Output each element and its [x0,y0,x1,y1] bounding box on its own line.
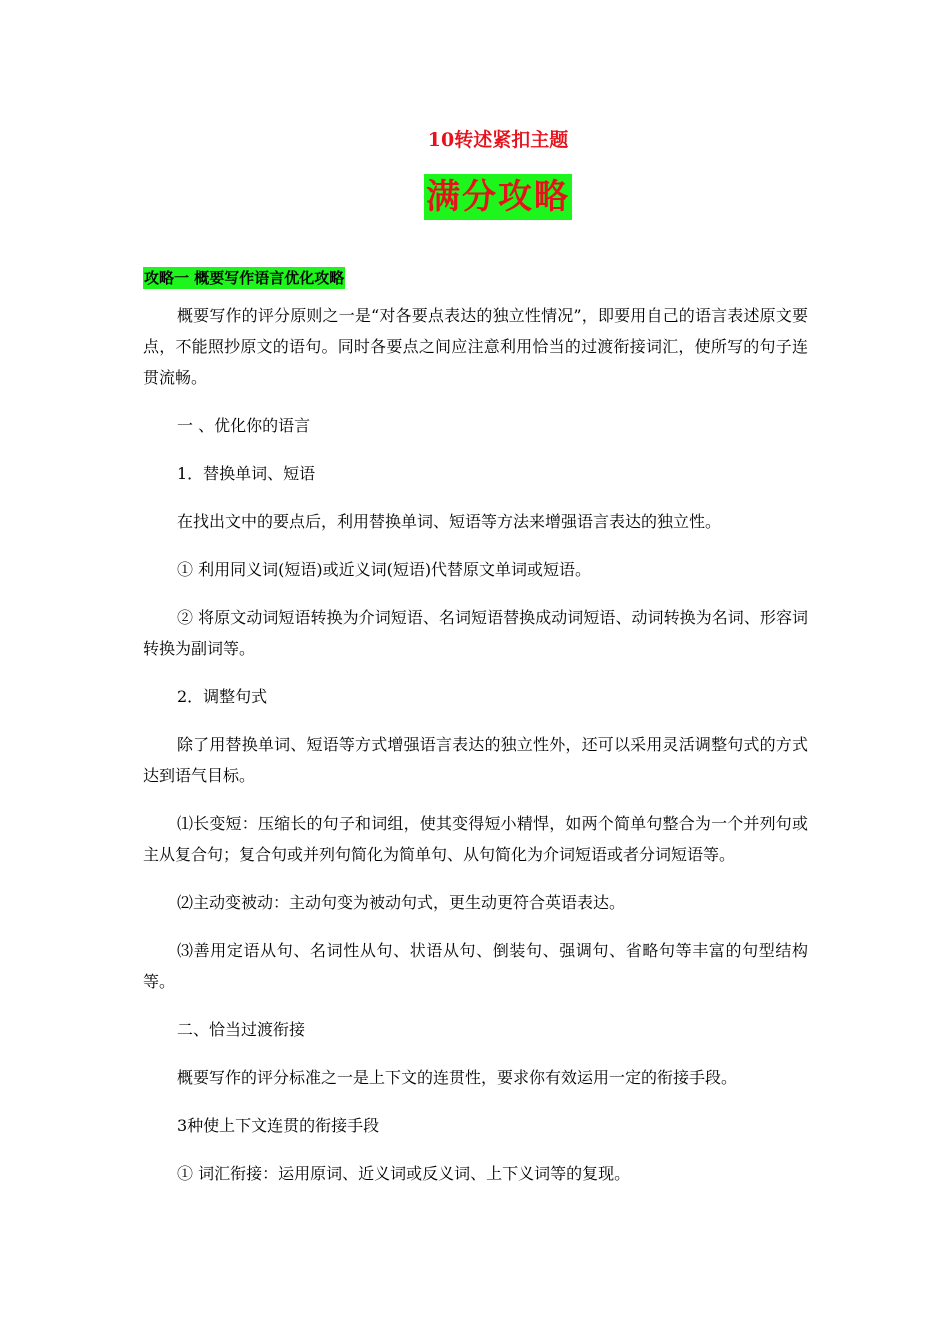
banner-row [0,174,950,220]
body-paragraph: 概要写作的评分原则之一是“对各要点表达的独立性情况”，即要用自己的语言表述原文要点，不能照抄原文的语句。同时各要点之间应注意利用恰当的过渡衔接词汇，使所写的句子连贯流畅。 [143,306,808,387]
body-paragraph: 除了用替换单词、短语等方式增强语言表达的独立性外，还可以采用灵活调整句式的方式达到语气目标。 [143,735,808,785]
body-paragraph: ① 词汇衔接：运用原词、近义词或反义词、上下义词等的复现。 [177,1164,631,1183]
section-heading: 攻略一 概要写作语言优化攻略 [144,269,345,287]
body-paragraph: 二、恰当过渡衔接 [177,1020,306,1039]
document-title: 10转述紧扣主题 [427,129,569,151]
body-paragraph: 3种使上下文连贯的衔接手段 [177,1116,380,1135]
body-paragraph: ⑴长变短：压缩长的句子和词组，使其变得短小精悍，如两个简单句整合为一个并列句或主从复合句；复合句或并列句简化为简单句、从句简化为介词短语或者分词短语等。 [143,814,808,864]
body-paragraph: 概要写作的评分标准之一是上下文的连贯性，要求你有效运用一定的衔接手段。 [177,1068,738,1087]
body-paragraph: ① 利用同义词(短语)或近义词(短语)代替原文单词或短语。 [177,560,592,579]
body-paragraph: ⑶善用定语从句、名词性从句、状语从句、倒装句、强调句、省略句等丰富的句型结构等。 [143,941,808,991]
document-body [143,300,808,1189]
body-paragraph: 在找出文中的要点后，利用替换单词、短语等方法来增强语言表达的独立性。 [177,512,722,531]
body-paragraph: 2．调整句式 [177,687,268,706]
banner-highlight: 满分攻略 [424,174,572,220]
body-paragraph: 1．替换单词、短语 [177,464,316,483]
body-paragraph: 一 、优化你的语言 [177,416,311,435]
body-paragraph: ⑵主动变被动：主动句变为被动句式，更生动更符合英语表达。 [177,893,626,912]
body-paragraph: ② 将原文动词短语转换为介词短语、名词短语替换成动词短语、动词转换为名词、形容词转换为副词等。 [143,608,808,658]
